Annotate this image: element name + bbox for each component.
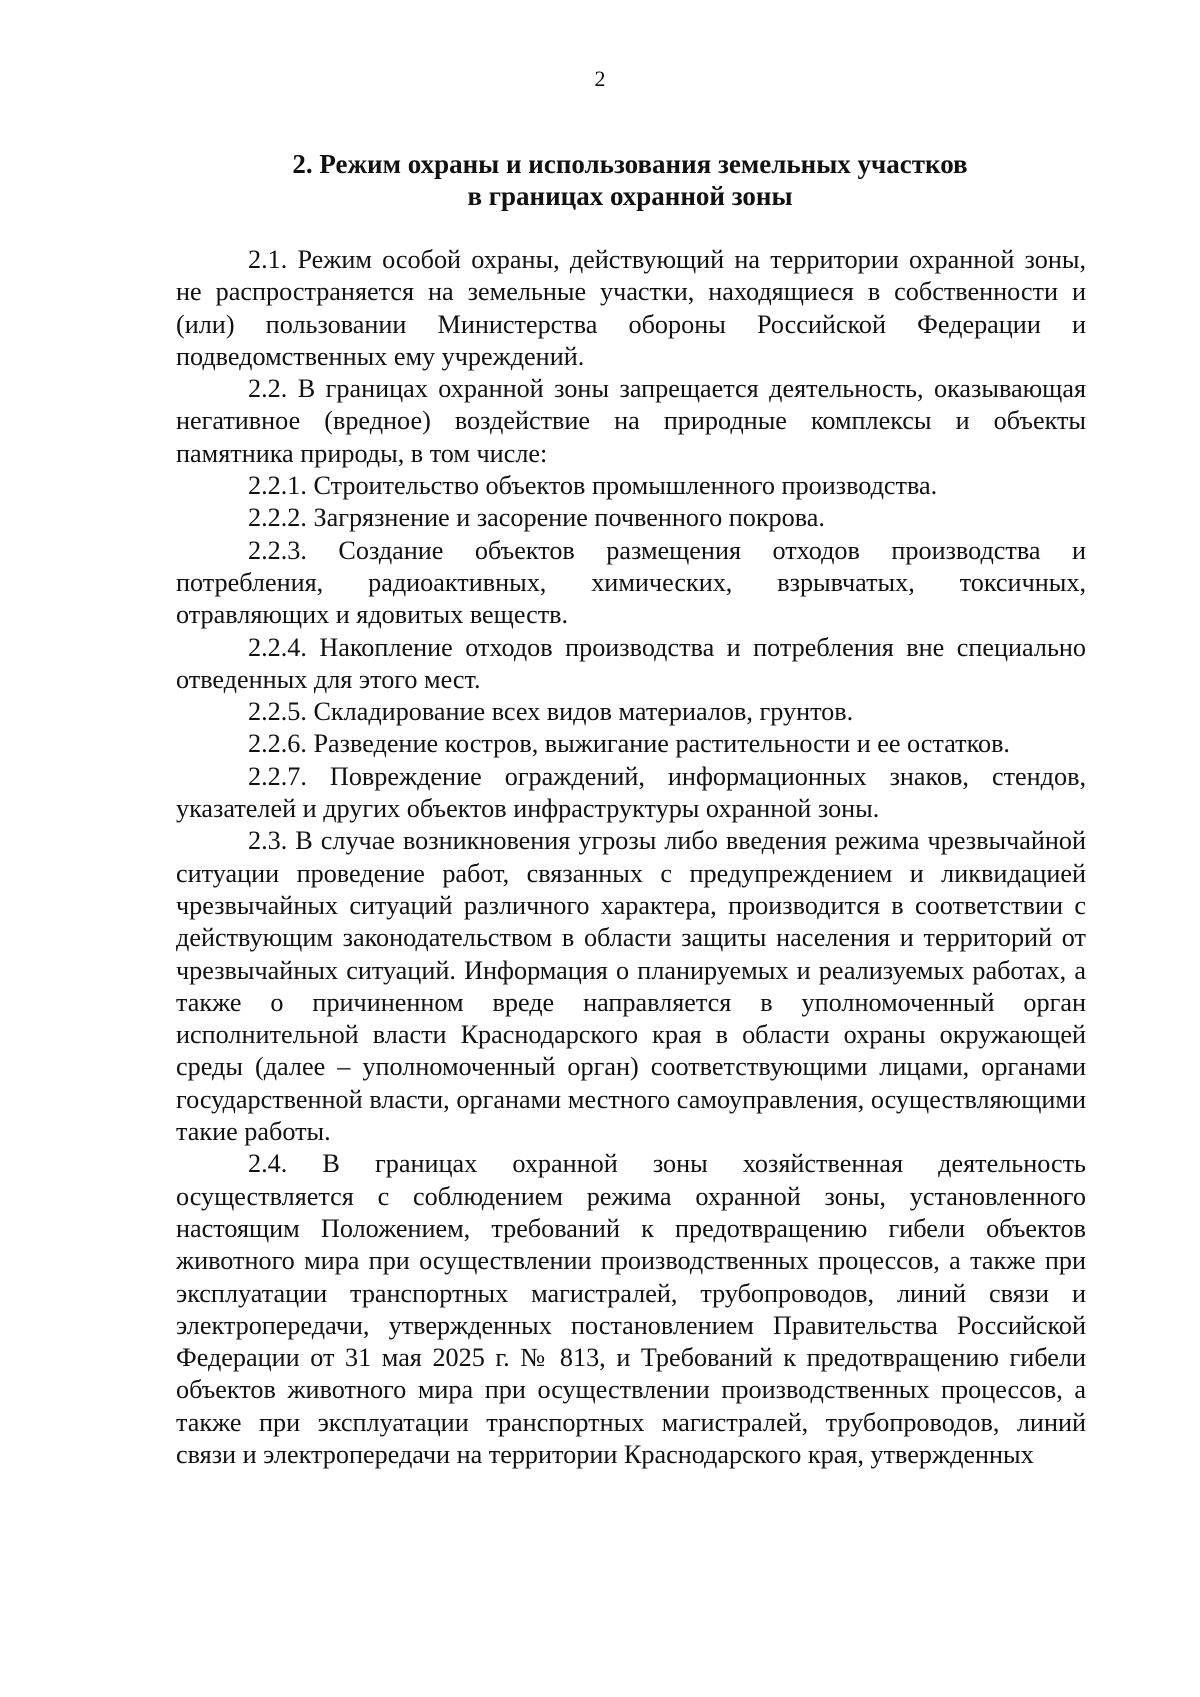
paragraph-2-3: 2.3. В случае возникновения угрозы либо введения режима чрезвычайной ситуации проведение работ, связанных с предупреждением и ликвидацией чрезвычайных ситуаций различного характера, производится в соответствии с действующим законодательством в области защиты населения и территорий от чрезвычайных ситуаций. Информация о планируемых и реализуемых работах, а также о причиненном вреде направляется в уполномоченный орган исполнительной власти Краснодарского края в области охраны окружающей среды (далее – уполномоченный орган) соответствующими лицами, органами государственной власти, органами местного самоуправления, осуществляющими такие работы. — [176, 826, 1086, 1147]
paragraph-2-2-5: 2.2.5. Складирование всех видов материалов, грунтов. — [248, 697, 854, 727]
paragraph-2-2-4: 2.2.4. Накопление отходов производства и потребления вне специально отведенных для этого мест. — [176, 632, 1086, 694]
paragraph-2-1: 2.1. Режим особой охраны, действующий на территории охранной зоны, не распространяется на земельные участки, находящиеся в собственности и (или) пользовании Министерства обороны Российской Федерации и подведомственных ему учреждений. — [176, 245, 1086, 371]
paragraph-2-2-3: 2.2.3. Создание объектов размещения отходов производства и потребления, радиоактивных, химических, взрывчатых, токсичных, отравляющих и ядовитых веществ. — [176, 535, 1086, 630]
paragraph-2-4: 2.4. В границах охранной зоны хозяйственная деятельность осуществляется с соблюдением режима охранной зоны, установленного настоящим Положением, требований к предотвращению гибели объектов животного мира при осуществлении производственных процессов, а также при эксплуатации транспортных магистралей, трубопроводов, линий связи и электропередачи, утвержденных постановлением Правительства Российской Федерации от 31 мая 2025 г. № 813, и Требований к предотвращению гибели объектов животного мира при осуществлении производственных процессов, а также при эксплуатации транспортных магистралей, трубопроводов, линий связи и электропередачи на территории Краснодарского края, утвержденных — [176, 1149, 1086, 1469]
paragraph-2-2-6: 2.2.6. Разведение костров, выжигание растительности и ее остатков. — [248, 729, 1010, 759]
paragraph-2-2-2: 2.2.2. Загрязнение и засорение почвенного покрова. — [248, 503, 825, 533]
page-number: 2 — [594, 66, 606, 91]
paragraph-2-2-1: 2.2.1. Строительство объектов промышленного производства. — [248, 471, 938, 501]
section-heading-line-2: в границах охранной зоны — [467, 181, 793, 211]
paragraph-2-2: 2.2. В границах охранной зоны запрещается деятельность, оказывающая негативное (вредное) воздействие на природные комплексы и объекты памятника природы, в том числе: — [176, 374, 1086, 468]
section-heading-line-1: 2. Режим охраны и использования земельных участков — [292, 149, 968, 179]
body-text — [176, 244, 1086, 1471]
paragraph-2-2-7: 2.2.7. Повреждение ограждений, информационных знаков, стендов, указателей и других объектов инфраструктуры охранной зоны. — [176, 761, 1086, 824]
section-heading — [170, 148, 1090, 212]
